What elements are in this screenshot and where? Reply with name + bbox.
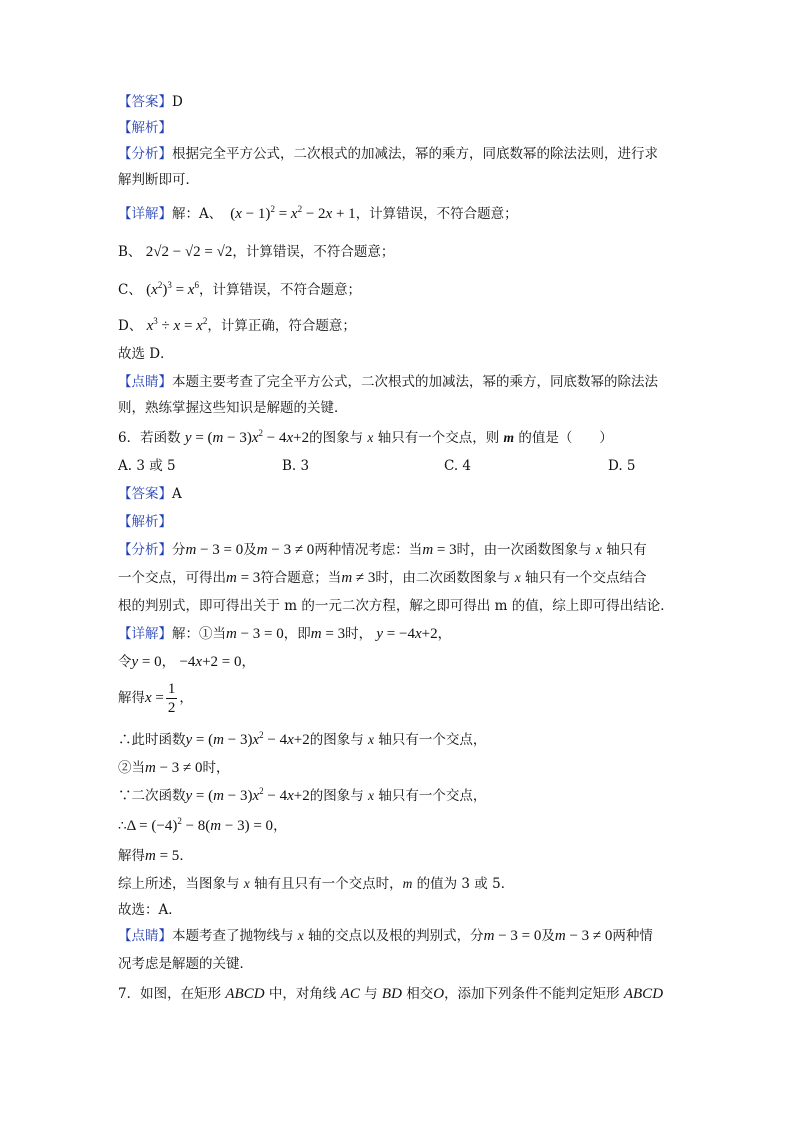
q5-detail-b: B、 2√2 − √2 = √2，计算错误，不符合题意； [118, 244, 395, 260]
formula-c: $(x^2)^3 = x^6$ [146, 280, 199, 298]
q6-dianjing-line1: 【点睛】本题考查了抛物线与 x 轴的交点以及根的判别式，分m − 3 = 0及m − 3 ≠ 0两种情 [118, 928, 653, 944]
q6-detail-line2: 令y = 0， −4x+2 = 0， [118, 654, 255, 670]
option-b[interactable]: B. 3 [282, 458, 310, 474]
q5-dianjing-line1: 【点睛】本题主要考查了完全平方公式，二次根式的加减法，幂的乘方，同底数幂的除法法 [118, 374, 658, 390]
q6-detail-line7: ∴Δ = $(-4)^2 - 8(m - 3) = 0$， [118, 816, 287, 834]
q5-answer-line [118, 92, 183, 112]
q6-detail-line6: ∵二次函数$y = (m - 3)x^2 - 4x+2$的图象与 x 轴只有一个交点， [118, 786, 487, 804]
formula-d: $x^3 \div x = x^2$ [146, 316, 208, 334]
q5-choose: 故选 D． [118, 346, 174, 362]
q5-detail-d: D、 $x^3 \div x = x^2$，计算正确，符合题意； [118, 316, 356, 334]
q6-answer-line: 【答案】A [118, 486, 182, 502]
q6-detail-line1: 【详解】解：①当m − 3 = 0，即m = 3时， y = −4x+2， [118, 626, 452, 642]
q5-dianjing-line2: 则，熟练掌握这些知识是解题的关键． [118, 400, 348, 416]
q7-stem: 7．如图，在矩形 ABCD 中，对角线 AC 与 BD 相交O，添加下列条件不能判定矩形 ABCD [118, 986, 664, 1002]
answer-tag: 【答案】 [118, 94, 172, 110]
q6-fenxi-line3: 根的判别式，即可得出关于 m 的一元二次方程，解之即可得出 m 的值，综上即可得出结论． [118, 598, 674, 614]
q5-detail-a: 【详解】解：A、 $(x - 1)^2 = x^2 - 2x + 1$，计算错误，不符合题意； [118, 204, 518, 222]
q6-fenxi-line1: 【分析】分m − 3 = 0及m − 3 ≠ 0两种情况考虑：当m = 3时，由一次函数图象与 x 轴只有 [118, 542, 647, 558]
q6-summary: 综上所述，当图象与 x 轴有且只有一个交点时，m 的值为 3 或 5． [118, 876, 515, 892]
q6-stem: 6．若函数 $y = (m - 3)x^2 - 4x+2$的图象与 x 轴只有一个交点，则 m 的值是（ ） [118, 428, 613, 446]
q5-fenxi-line1: 【分析】根据完全平方公式，二次根式的加减法，幂的乘方，同底数幂的除法法则，进行求 [118, 146, 658, 162]
option-a[interactable]: A. 3 或 5 [118, 458, 176, 474]
q6-choose: 故选：A． [118, 902, 182, 918]
q6-detail-line8: 解得m = 5． [118, 848, 193, 864]
option-d[interactable]: D. 5 [608, 458, 636, 474]
q6-fenxi-line2: 一个交点，可得出m = 3符合题意；当m ≠ 3时，由二次函数图象与 x 轴只有一个交点结合 [118, 570, 647, 586]
answer-value: D [172, 94, 183, 110]
formula-a: $(x - 1)^2 = x^2 - 2x + 1$ [226, 204, 356, 222]
formula-function: $y = (m - 3)x^2 - 4x+2$ [184, 428, 310, 446]
option-c[interactable]: C. 4 [444, 458, 472, 474]
q5-detail-c: C、 $(x^2)^3 = x^6$，计算错误，不符合题意； [118, 280, 361, 298]
q6-detail-line3: 解得x = $\frac{1}{2}$ ， [118, 681, 193, 716]
q6-detail-line5: ②当m − 3 ≠ 0时， [118, 760, 230, 776]
q5-analysis-tag: 【解析】 [118, 120, 172, 136]
q6-dianjing-line2: 况考虑是解题的关键． [118, 956, 253, 972]
formula-b: 2√2 − √2 = √2 [145, 244, 233, 260]
q6-detail-line4: ∴此时函数$y = (m - 3)x^2 - 4x+2$的图象与 x 轴只有一个交点， [118, 730, 487, 748]
q5-fenxi-line2: 解判断即可． [118, 172, 199, 188]
q6-options [118, 456, 678, 476]
q6-analysis-tag: 【解析】 [118, 514, 172, 530]
fraction-one-half: $\frac{1}{2}$ [167, 681, 176, 716]
